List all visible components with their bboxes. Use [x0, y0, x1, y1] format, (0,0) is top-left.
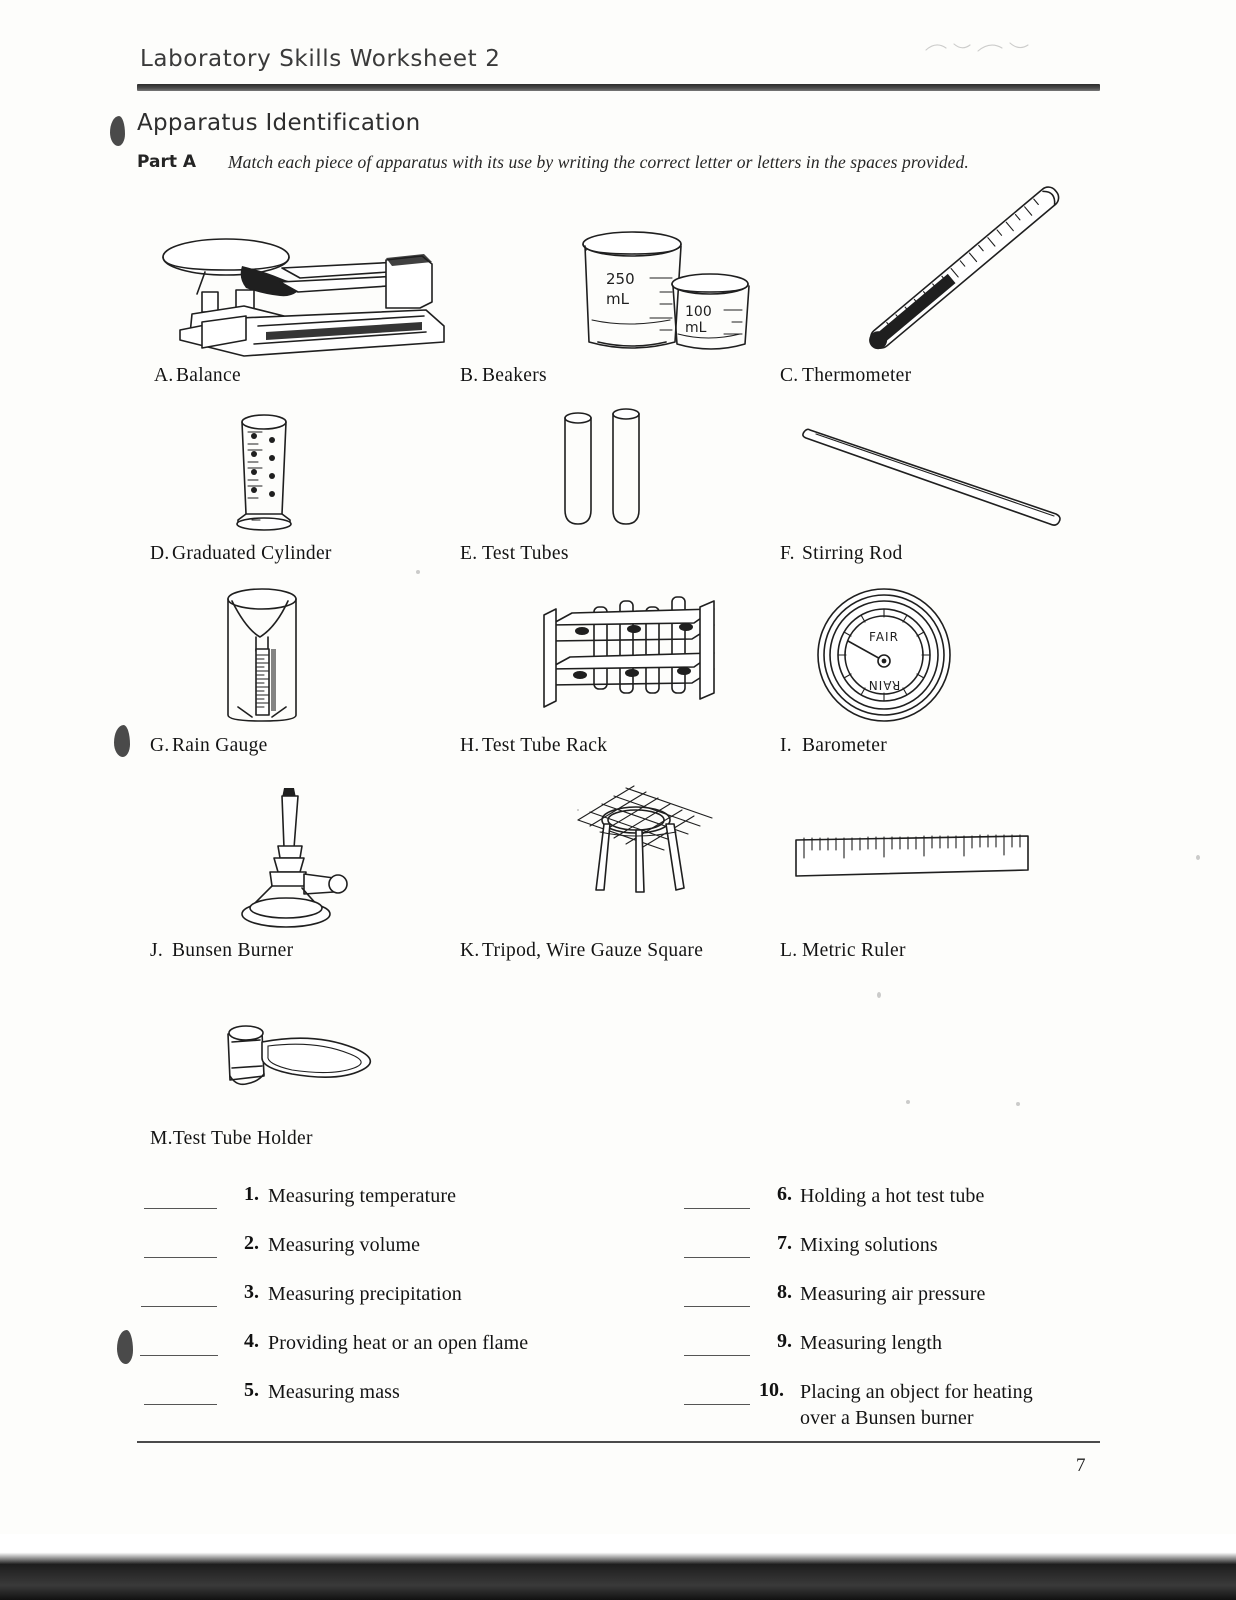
apparatus-name-b: Beakers [482, 365, 547, 386]
apparatus-caption-g [150, 735, 268, 757]
apparatus-letter-h: H. [460, 735, 480, 756]
use-text-8: Measuring air pressure [800, 1283, 986, 1305]
part-instructions: Match each piece of apparatus with its use by writing the correct letter or letters in the spaces provided. [228, 152, 969, 172]
answer-blank-1[interactable] [144, 1208, 217, 1209]
apparatus-letter-k: K. [460, 940, 480, 961]
stirring-rod-drawing [798, 408, 1078, 533]
section-title: Apparatus Identification [137, 110, 421, 136]
apparatus-name-c: Thermometer [802, 365, 912, 386]
answer-blank-2[interactable] [144, 1257, 217, 1258]
scan-speck [1196, 855, 1200, 860]
rain-gauge-drawing [208, 585, 328, 725]
scan-speck [416, 570, 420, 574]
answer-blank-6[interactable] [684, 1208, 750, 1209]
apparatus-letter-i: I. [780, 735, 792, 756]
use-text-10: Placing an object for heating over a Bunsen burner [800, 1381, 1033, 1429]
answer-blank-9[interactable] [684, 1355, 750, 1356]
apparatus-letter-g: G. [150, 735, 170, 756]
test-tubes-drawing [550, 408, 680, 533]
bunsen-burner-drawing [198, 780, 358, 930]
apparatus-caption-l [780, 940, 906, 962]
use-number-4: 4. [244, 1330, 259, 1352]
use-text-1: Measuring temperature [268, 1185, 457, 1207]
worksheet-title: Laboratory Skills Worksheet 2 [140, 46, 501, 72]
use-text-2: Measuring volume [268, 1234, 421, 1256]
barometer-rain-label: RAIN [867, 678, 901, 692]
apparatus-letter-c: C. [780, 365, 799, 386]
header-divider [137, 84, 1100, 91]
answer-blank-3[interactable] [141, 1306, 217, 1307]
beakers-drawing [522, 222, 752, 357]
apparatus-caption-c [780, 365, 911, 387]
beaker-large-label: 250 [606, 270, 635, 288]
use-text-6: Holding a hot test tube [800, 1185, 985, 1207]
page-number: 7 [1076, 1455, 1086, 1476]
test-tube-holder-drawing [210, 1020, 430, 1110]
use-text-9: Measuring length [800, 1332, 943, 1354]
answer-blank-7[interactable] [684, 1257, 750, 1258]
use-number-5: 5. [244, 1379, 259, 1401]
apparatus-name-e: Test Tubes [482, 543, 569, 564]
svg-text:100: 100 [685, 304, 712, 320]
barometer-fair-label: FAIR [869, 630, 899, 644]
apparatus-letter-d: D. [150, 543, 170, 564]
use-number-9: 9. [777, 1330, 792, 1352]
use-number-6: 6. [777, 1183, 792, 1205]
use-number-7: 7. [777, 1232, 792, 1254]
apparatus-letter-f: F. [780, 543, 795, 564]
apparatus-name-j: Bunsen Burner [172, 940, 294, 961]
apparatus-name-l: Metric Ruler [802, 940, 906, 961]
apparatus-letter-l: L. [780, 940, 798, 961]
apparatus-caption-k [460, 940, 703, 962]
apparatus-caption-j [150, 940, 293, 962]
answer-blank-4[interactable] [140, 1355, 218, 1356]
apparatus-caption-h [460, 735, 607, 757]
tripod-wire-gauze-drawing [538, 780, 768, 930]
scan-speck [1016, 1102, 1020, 1106]
apparatus-caption-b [460, 365, 547, 387]
test-tube-rack-drawing [528, 585, 748, 725]
apparatus-name-d: Graduated Cylinder [172, 543, 332, 564]
apparatus-name-h: Test Tube Rack [482, 735, 608, 756]
apparatus-caption-m [150, 1128, 313, 1150]
apparatus-letter-e: E. [460, 543, 478, 564]
part-label: Part A [137, 152, 197, 172]
apparatus-name-g: Rain Gauge [172, 735, 268, 756]
use-number-10: 10. [759, 1379, 784, 1401]
scan-thumb-mark-top [110, 116, 125, 146]
use-text-7: Mixing solutions [800, 1234, 938, 1256]
apparatus-caption-f [780, 543, 903, 565]
apparatus-letter-m: M. [150, 1128, 173, 1149]
scan-thumb-mark-bottom [117, 1330, 133, 1364]
metric-ruler-drawing [788, 780, 1038, 930]
apparatus-name-i: Barometer [802, 735, 887, 756]
apparatus-name-k: Tripod, Wire Gauze Square [482, 940, 704, 961]
apparatus-letter-a: A. [154, 365, 174, 386]
apparatus-letter-b: B. [460, 365, 479, 386]
apparatus-caption-e [460, 543, 569, 565]
graduated-cylinder-drawing [212, 408, 332, 533]
footer-divider [137, 1441, 1100, 1443]
apparatus-name-a: Balance [176, 365, 241, 386]
use-number-2: 2. [244, 1232, 259, 1254]
use-number-8: 8. [777, 1281, 792, 1303]
barometer-drawing [808, 585, 968, 725]
use-text-3: Measuring precipitation [268, 1283, 462, 1305]
apparatus-caption-a [154, 365, 241, 387]
scan-edge-shadow [0, 1534, 1236, 1600]
answer-blank-10[interactable] [684, 1404, 750, 1405]
use-number-3: 3. [244, 1281, 259, 1303]
answer-blank-5[interactable] [144, 1404, 217, 1405]
scan-smudge [920, 34, 1050, 58]
thermometer-drawing [828, 190, 1118, 350]
scan-speck [906, 1100, 910, 1104]
use-text-4: Providing heat or an open flame [268, 1332, 529, 1354]
scan-thumb-mark-middle [114, 725, 130, 757]
answer-blank-8[interactable] [684, 1306, 750, 1307]
apparatus-caption-d [150, 543, 332, 565]
apparatus-name-m: Test Tube Holder [172, 1128, 313, 1149]
use-text-5: Measuring mass [268, 1381, 400, 1403]
apparatus-letter-j: J. [150, 940, 164, 961]
svg-text:mL: mL [685, 320, 707, 336]
apparatus-caption-i [780, 735, 887, 757]
balance-drawing [150, 222, 450, 357]
use-number-1: 1. [244, 1183, 259, 1205]
apparatus-name-f: Stirring Rod [802, 543, 903, 564]
svg-text:mL: mL [606, 290, 629, 308]
scan-speck [877, 992, 881, 998]
